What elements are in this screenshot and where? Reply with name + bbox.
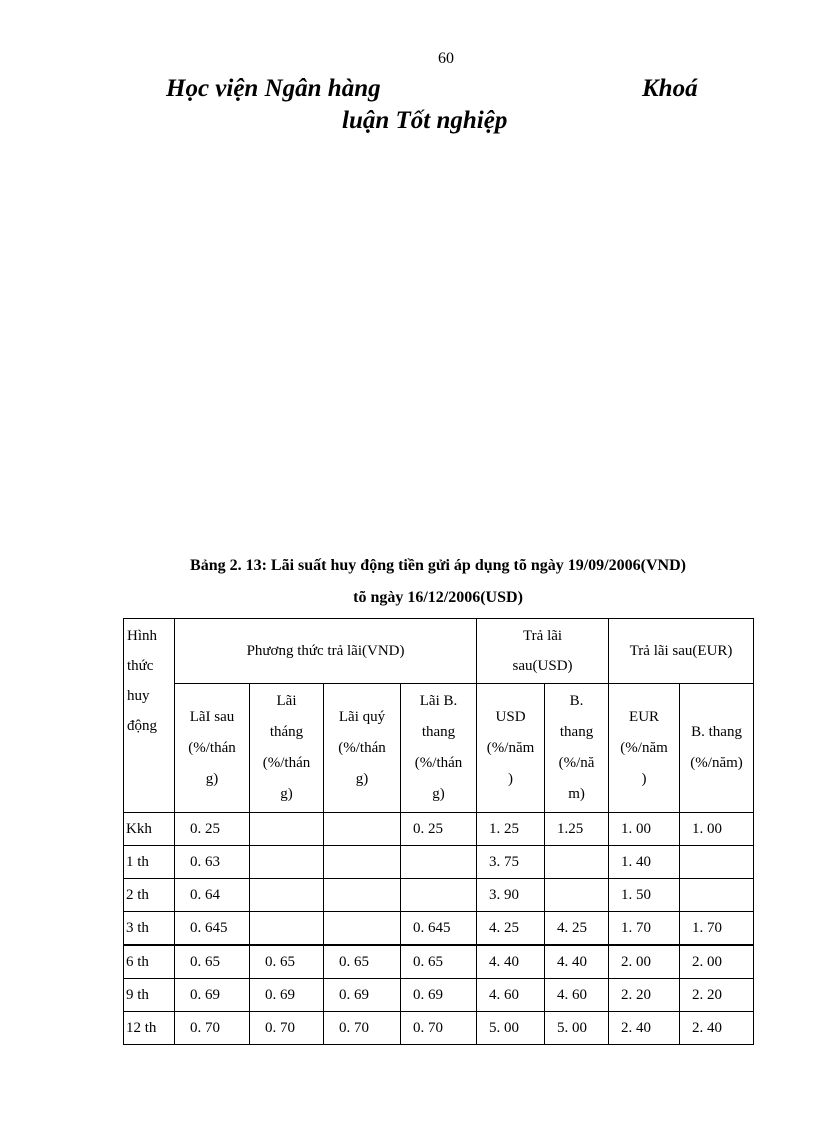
table-cell — [324, 846, 401, 879]
table-cell: 4. 60 — [477, 979, 545, 1012]
sub-header-eur-bthang: B. thang (%/năm) — [680, 684, 754, 813]
table-cell: 3. 75 — [477, 846, 545, 879]
sub-header-lai-bthang: Lãi B. thang (%/thán g) — [401, 684, 477, 813]
table-cell: 2. 20 — [680, 979, 754, 1012]
table-row — [124, 1012, 754, 1045]
table-cell: 0. 65 — [175, 945, 250, 979]
table-cell: 2. 40 — [609, 1012, 680, 1045]
table-cell: 0. 69 — [324, 979, 401, 1012]
header-right: Khoá — [642, 75, 698, 102]
table-cell: 1. 70 — [680, 912, 754, 946]
table-cell: 4. 40 — [545, 945, 609, 979]
row-label: 3 th — [124, 912, 175, 946]
row-label: 6 th — [124, 945, 175, 979]
table-cell: 2. 40 — [680, 1012, 754, 1045]
table-cell: 1. 70 — [609, 912, 680, 946]
vnd-group-header: Phương thức trả lãi(VND) — [175, 619, 477, 684]
table-row — [124, 813, 754, 846]
table-cell: 0. 70 — [175, 1012, 250, 1045]
table-cell: 0. 65 — [401, 945, 477, 979]
table-cell: 0. 65 — [250, 945, 324, 979]
table-cell — [401, 846, 477, 879]
table-cell: 0. 70 — [401, 1012, 477, 1045]
form-column-header: Hình thức huy động — [124, 619, 175, 813]
table-cell: 0. 25 — [175, 813, 250, 846]
table-cell: 4. 25 — [545, 912, 609, 946]
sub-header-usd: USD (%/năm ) — [477, 684, 545, 813]
header-left: Học viện Ngân hàng — [166, 75, 381, 102]
table-cell: 1. 00 — [680, 813, 754, 846]
table-cell: 1. 25 — [477, 813, 545, 846]
row-label: 9 th — [124, 979, 175, 1012]
table-cell: 0. 645 — [401, 912, 477, 946]
table-cell: 0. 25 — [401, 813, 477, 846]
table-cell: 0. 65 — [324, 945, 401, 979]
table-cell: 2. 20 — [609, 979, 680, 1012]
sub-header-lai-quy: Lãi quý (%/thán g) — [324, 684, 401, 813]
table-cell: 3. 90 — [477, 879, 545, 912]
table-cell: 0. 69 — [175, 979, 250, 1012]
page-number: 60 — [438, 50, 454, 67]
table-cell: 0. 63 — [175, 846, 250, 879]
table-cell: 0. 69 — [250, 979, 324, 1012]
table-cell — [250, 879, 324, 912]
table-cell: 0. 645 — [175, 912, 250, 946]
table-cell: 5. 00 — [477, 1012, 545, 1045]
table-cell — [324, 879, 401, 912]
table-cell: 1. 40 — [609, 846, 680, 879]
table-row — [124, 846, 754, 879]
table-cell — [680, 846, 754, 879]
table-cell: 4. 40 — [477, 945, 545, 979]
table-cell — [250, 912, 324, 946]
table-cell — [250, 846, 324, 879]
table-row — [124, 979, 754, 1012]
table-row — [124, 945, 754, 979]
table-cell: 1. 00 — [609, 813, 680, 846]
table-cell: 2. 00 — [609, 945, 680, 979]
table-cell — [324, 813, 401, 846]
table-cell: 4. 60 — [545, 979, 609, 1012]
table-cell — [545, 879, 609, 912]
sub-header-usd-bthang: B. thang (%/nă m) — [545, 684, 609, 813]
sub-header-lai-thang: Lãi tháng (%/thán g) — [250, 684, 324, 813]
header-continuation: luận Tốt nghiệp — [342, 107, 508, 134]
table-cell: 4. 25 — [477, 912, 545, 946]
table-cell: 0. 69 — [401, 979, 477, 1012]
eur-group-header: Trả lãi sau(EUR) — [609, 619, 754, 684]
table-cell: 0. 64 — [175, 879, 250, 912]
table-cell — [545, 846, 609, 879]
table-row — [124, 879, 754, 912]
table-cell: 1.25 — [545, 813, 609, 846]
table-cell — [680, 879, 754, 912]
table-caption-line2: tõ ngày 16/12/2006(USD) — [353, 589, 523, 606]
table-cell: 0. 70 — [324, 1012, 401, 1045]
usd-group-header: Trả lãi sau(USD) — [477, 619, 609, 684]
table-caption-line1: Bảng 2. 13: Lãi suất huy động tiền gửi áp dụng tõ ngày 19/09/2006(VND) — [190, 557, 686, 574]
row-label: 12 th — [124, 1012, 175, 1045]
table-row — [124, 912, 754, 946]
row-label: 2 th — [124, 879, 175, 912]
table-cell: 1. 50 — [609, 879, 680, 912]
table-cell — [250, 813, 324, 846]
table-cell — [324, 912, 401, 946]
sub-header-lai-sau: LãI sau (%/thán g) — [175, 684, 250, 813]
table-cell — [401, 879, 477, 912]
row-label: Kkh — [124, 813, 175, 846]
table-cell: 2. 00 — [680, 945, 754, 979]
table-cell: 5. 00 — [545, 1012, 609, 1045]
row-label: 1 th — [124, 846, 175, 879]
interest-rate-table — [123, 618, 754, 1045]
sub-header-eur: EUR (%/năm ) — [609, 684, 680, 813]
table-cell: 0. 70 — [250, 1012, 324, 1045]
